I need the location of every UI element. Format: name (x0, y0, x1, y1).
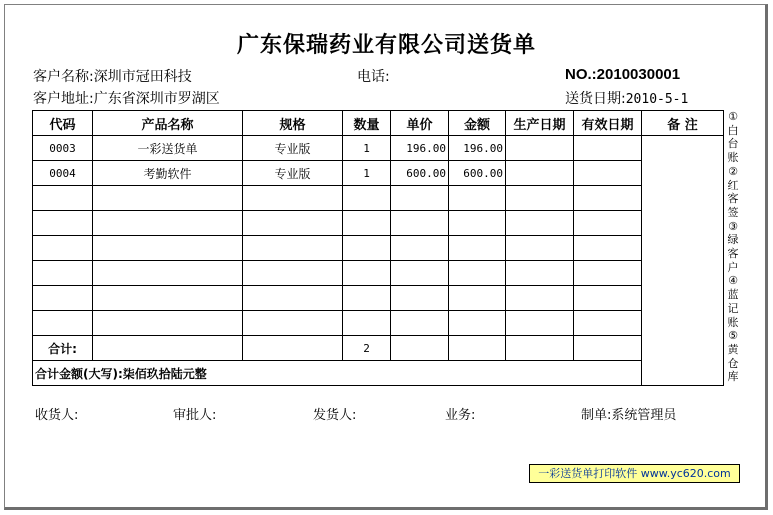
col-price-header: 单价 (391, 111, 449, 136)
note-char: 账 (727, 315, 739, 329)
note-char: 客 (727, 247, 739, 261)
delivery-date-row (565, 88, 688, 108)
col-amount-header: 金额 (449, 111, 506, 136)
cell-mfg-date (506, 161, 574, 186)
table-row-empty (33, 286, 724, 311)
note-char: 黄 (727, 342, 739, 356)
phone-label: 电话: (357, 69, 390, 85)
approver-label: 审批人: (173, 408, 217, 423)
table-row-empty (33, 236, 724, 261)
delivery-date-label: 送货日期: (565, 91, 626, 107)
cell-amount: 196.00 (449, 136, 506, 161)
customer-address-row (33, 88, 220, 108)
customer-name-value: 深圳市冠田科技 (93, 69, 192, 85)
note-char: 账 (727, 151, 739, 165)
table-row-empty (33, 186, 724, 211)
cell-qty: 1 (343, 161, 391, 186)
cell-amount: 600.00 (449, 161, 506, 186)
total-qty: 2 (343, 336, 391, 361)
cell-exp-date (574, 161, 642, 186)
order-number-value: 2010030001 (596, 66, 681, 83)
note-char: ② (728, 164, 738, 178)
customer-address-label: 客户地址: (33, 91, 94, 107)
col-code-header: 代码 (33, 111, 93, 136)
note-char: 仓 (727, 356, 739, 370)
note-char: 库 (727, 370, 739, 384)
amount-in-words: 合计金额(大写):柒佰玖拾陆元整 (33, 361, 642, 386)
customer-address-value: 广东省深圳市罗湖区 (93, 91, 220, 107)
note-char: 台 (727, 137, 739, 151)
order-number-label: NO.: (565, 66, 597, 83)
table-row-empty (33, 261, 724, 286)
cell-exp-date (574, 136, 642, 161)
order-number (565, 66, 680, 83)
col-name-header: 产品名称 (93, 111, 243, 136)
cell-price: 196.00 (391, 136, 449, 161)
total-row (33, 336, 724, 361)
note-char: ⑤ (728, 329, 738, 343)
note-char: ① (728, 110, 738, 123)
note-char: 绿 (727, 233, 739, 247)
cell-price: 600.00 (391, 161, 449, 186)
note-char: ③ (728, 219, 738, 233)
cell-spec: 专业版 (243, 161, 343, 186)
note-char: ④ (728, 274, 738, 288)
table-header-row (33, 111, 724, 136)
cell-mfg-date (506, 136, 574, 161)
cell-spec: 专业版 (243, 136, 343, 161)
receiver-label: 收货人: (35, 408, 79, 423)
note-char: 签 (727, 205, 739, 219)
col-mfg-date-header: 生产日期 (506, 111, 574, 136)
table-row (33, 161, 724, 186)
software-brand-link[interactable]: 一彩送货单打印软件 www.yc620.com (529, 464, 740, 483)
table-row (33, 136, 724, 161)
customer-name-row (33, 66, 192, 86)
note-char: 户 (727, 260, 739, 274)
remarks-cell (642, 136, 724, 386)
col-remarks-header: 备 注 (642, 111, 724, 136)
cell-code: 0003 (33, 136, 93, 161)
customer-name-label: 客户名称: (33, 69, 94, 85)
maker-row (581, 404, 676, 423)
cell-qty: 1 (343, 136, 391, 161)
cell-name: 一彩送货单 (93, 136, 243, 161)
note-char: 记 (727, 301, 739, 315)
copy-distribution-note (726, 110, 740, 384)
maker-label: 制单: (581, 408, 612, 423)
note-char: 白 (727, 123, 739, 137)
col-exp-date-header: 有效日期 (574, 111, 642, 136)
maker-value: 系统管理员 (611, 408, 677, 423)
total-label: 合计: (33, 336, 93, 361)
shipper-label: 发货人: (313, 408, 357, 423)
cell-name: 考勤软件 (93, 161, 243, 186)
note-char: 客 (727, 192, 739, 206)
amount-words-row (33, 361, 724, 386)
col-qty-header: 数量 (343, 111, 391, 136)
phone-row (357, 66, 390, 86)
note-char: 红 (727, 178, 739, 192)
col-spec-header: 规格 (243, 111, 343, 136)
table-row-empty (33, 311, 724, 336)
delivery-table (32, 110, 724, 386)
business-label: 业务: (445, 408, 476, 423)
table-row-empty (33, 211, 724, 236)
document-title: 广东保瑞药业有限公司送货单 (236, 33, 536, 58)
note-char: 蓝 (727, 288, 739, 302)
cell-code: 0004 (33, 161, 93, 186)
delivery-date-value: 2010-5-1 (625, 92, 689, 107)
